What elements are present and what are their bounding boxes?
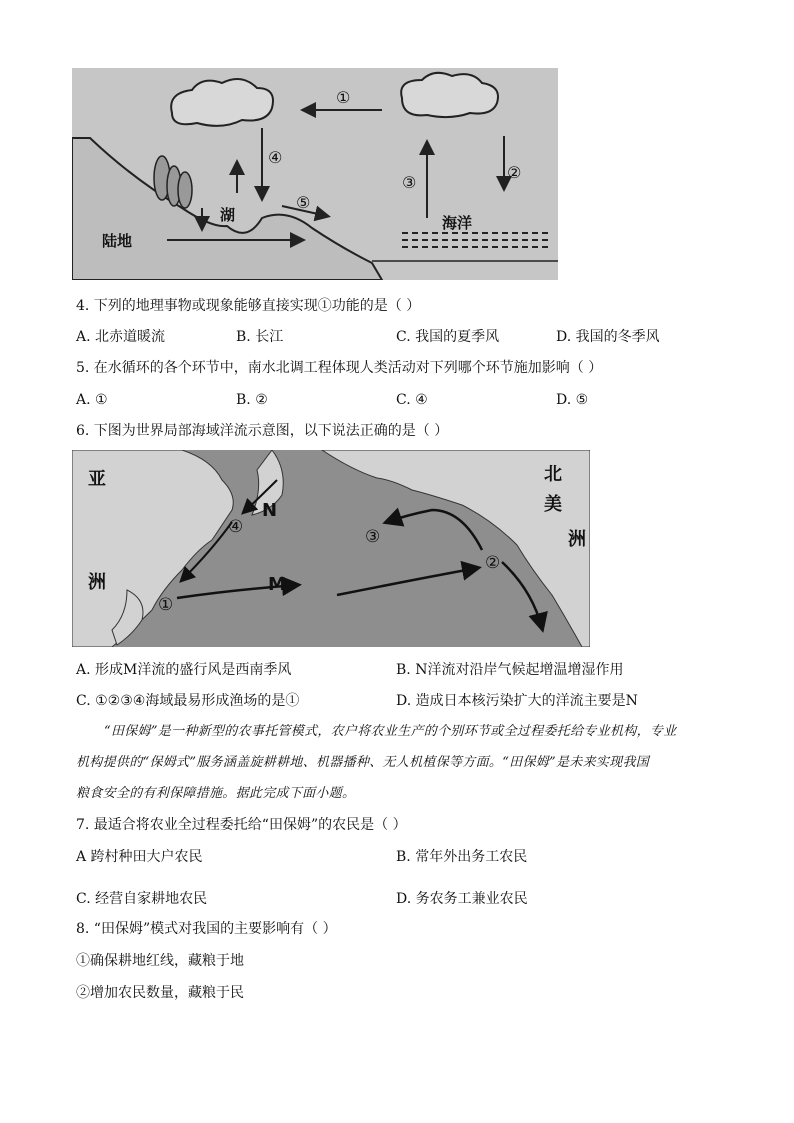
asia-label-2: 洲 [88, 572, 106, 593]
q5-stem: 5. 在水循环的各个环节中，南水北调工程体现人类活动对下列哪个环节施加影响（ ） [76, 360, 603, 376]
passage-line-2: 机构提供的“保姆式”服务涵盖旋耕耕地、机器播种、无人机植保等方面。“田保姆”是未来实现我国 [76, 755, 650, 770]
q6-option-c[interactable]: C. ①②③④海域最易形成渔场的是① [76, 693, 300, 709]
q8-item-1: ①确保耕地红线，藏粮于地 [76, 953, 244, 969]
q5-option-d[interactable]: D. ⑤ [556, 392, 589, 408]
current-m-label: M [268, 574, 286, 595]
q8-item-2: ②增加农民数量，藏粮于民 [76, 985, 244, 1001]
q4-stem: 4. 下列的地理事物或现象能够直接实现①功能的是（ ） [76, 298, 421, 314]
q4-option-d[interactable]: D. 我国的冬季风 [556, 329, 660, 345]
sea-area-3: ③ [365, 527, 381, 547]
ocean-current-map [72, 450, 590, 647]
q8-stem: 8. “田保姆”模式对我国的主要影响有（ ） [76, 921, 337, 937]
lake-label: 湖 [220, 206, 236, 224]
arrow4-label: ④ [268, 148, 283, 167]
q4-option-a[interactable]: A. 北赤道暖流 [76, 329, 166, 345]
passage-line-1: “田保姆”是一种新型的农事托管模式，农户将农业生产的个别环节或全过程委托给专业机构，专业 [104, 724, 677, 739]
sea-area-2: ② [485, 553, 501, 573]
q6-stem: 6. 下图为世界局部海域洋流示意图，以下说法正确的是（ ） [76, 423, 449, 439]
q5-option-b[interactable]: B. ② [236, 392, 268, 408]
q7-stem: 7. 最适合将农业全过程委托给“田保姆”的农民是（ ） [76, 817, 407, 833]
arrow3-label: ③ [402, 173, 417, 192]
q7-option-c[interactable]: C. 经营自家耕地农民 [76, 891, 208, 907]
water-cycle-diagram [72, 68, 558, 280]
passage [76, 716, 716, 809]
water-cycle-figure [72, 68, 558, 280]
q7-option-b[interactable]: B. 常年外出务工农民 [396, 849, 528, 865]
q5-option-a[interactable]: A. ① [76, 392, 108, 408]
sea-area-1: ① [158, 595, 174, 615]
land-label: 陆地 [102, 232, 133, 250]
na-label-2: 美 [544, 494, 562, 515]
current-n-label: N [262, 500, 278, 521]
q6-option-d[interactable]: D. 造成日本核污染扩大的洋流主要是N [396, 693, 638, 709]
ocean-current-diagram [72, 450, 590, 647]
q6-option-b[interactable]: B. N洋流对沿岸气候起增温增湿作用 [396, 662, 624, 678]
passage-line-3: 粮食安全的有利保障措施。据此完成下面小题。 [76, 786, 356, 801]
ocean-label: 海洋 [442, 214, 473, 232]
asia-label-1: 亚 [88, 469, 106, 490]
q4-option-c[interactable]: C. 我国的夏季风 [396, 329, 500, 345]
arrow5-label: ⑤ [296, 193, 311, 212]
na-label-3: 洲 [568, 529, 586, 550]
q6-option-a[interactable]: A. 形成M洋流的盛行风是西南季风 [76, 662, 292, 678]
q7-option-d[interactable]: D. 务农务工兼业农民 [396, 891, 528, 907]
q4-option-b[interactable]: B. 长江 [236, 329, 284, 345]
sea-area-4: ④ [228, 517, 244, 537]
q7-option-a[interactable]: A 跨村种田大户农民 [76, 849, 203, 865]
na-label-1: 北 [544, 464, 562, 485]
arrow2-label: ② [507, 163, 522, 182]
q5-option-c[interactable]: C. ④ [396, 392, 428, 408]
arrow1-label: ① [336, 88, 351, 107]
